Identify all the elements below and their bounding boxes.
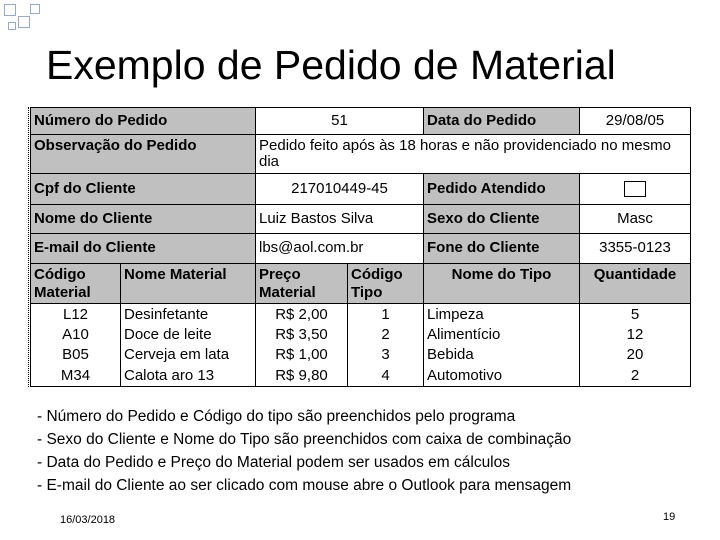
nome-tipo-select[interactable]: Bebida <box>424 345 580 365</box>
slide-decoration <box>0 0 720 36</box>
decor-square <box>18 16 30 28</box>
codigo-material-cell[interactable]: M34 <box>31 366 121 387</box>
nome-tipo-select[interactable]: Alimentício <box>424 325 580 345</box>
email-cliente-label: E-mail do Cliente <box>31 234 256 264</box>
preco-material-cell[interactable]: R$ 9,80 <box>256 366 348 387</box>
preco-material-cell[interactable]: R$ 1,00 <box>256 345 348 365</box>
pedido-atendido-checkbox[interactable] <box>624 181 646 197</box>
quantidade-cell[interactable]: 2 <box>580 366 691 387</box>
numero-pedido-label: Número do Pedido <box>31 108 256 135</box>
row-observacao <box>31 135 691 174</box>
cpf-field[interactable]: 217010449-45 <box>256 174 424 205</box>
note-item: - Sexo do Cliente e Nome do Tipo são preenchidos com caixa de combinação <box>37 431 572 448</box>
row-cpf-atendido <box>31 174 691 205</box>
codigo-tipo-cell[interactable]: 4 <box>348 366 424 387</box>
observacao-label: Observação do Pedido <box>31 135 256 174</box>
nome-cliente-label: Nome do Cliente <box>31 204 256 234</box>
order-form <box>30 107 690 387</box>
numero-pedido-field[interactable]: 51 <box>256 108 424 135</box>
table-row <box>31 345 691 365</box>
col-header-nome-tipo: Nome do Tipo <box>424 263 580 304</box>
nome-material-cell[interactable]: Doce de leite <box>121 325 256 345</box>
items-header-row <box>31 263 691 304</box>
preco-material-cell[interactable]: R$ 2,00 <box>256 304 348 325</box>
note-item: - E-mail do Cliente ao ser clicado com mouse abre o Outlook para mensagem <box>37 477 572 494</box>
codigo-material-cell[interactable]: L12 <box>31 304 121 325</box>
quantidade-cell[interactable]: 20 <box>580 345 691 365</box>
note-item: - Número do Pedido e Código do tipo são preenchidos pelo programa <box>37 408 516 425</box>
cpf-label: Cpf do Cliente <box>31 174 256 205</box>
sexo-cliente-select[interactable]: Masc <box>580 204 691 234</box>
table-row <box>31 325 691 345</box>
data-pedido-label: Data do Pedido <box>424 108 580 135</box>
fone-cliente-label: Fone do Cliente <box>424 234 580 264</box>
nome-tipo-select[interactable]: Limpeza <box>424 304 580 325</box>
slide-title: Exemplo de Pedido de Material <box>46 42 616 88</box>
codigo-material-cell[interactable]: A10 <box>31 325 121 345</box>
codigo-tipo-cell[interactable]: 2 <box>348 325 424 345</box>
nome-cliente-field[interactable]: Luiz Bastos Silva <box>256 204 424 234</box>
codigo-material-cell[interactable]: B05 <box>31 345 121 365</box>
col-header-codigo-material: Código Material <box>31 263 121 304</box>
note-item: - Data do Pedido e Preço do Material podem ser usados em cálculos <box>37 454 510 471</box>
sexo-cliente-label: Sexo do Cliente <box>424 204 580 234</box>
col-header-codigo-tipo: Código Tipo <box>348 263 424 304</box>
nome-tipo-select[interactable]: Automotivo <box>424 366 580 387</box>
table-row <box>31 366 691 387</box>
row-numero-data <box>31 108 691 135</box>
quantidade-cell[interactable]: 12 <box>580 325 691 345</box>
decor-square <box>30 4 40 14</box>
decor-square <box>8 22 16 30</box>
order-form-table <box>30 107 691 387</box>
col-header-preco-material: Preço Material <box>256 263 348 304</box>
table-row <box>31 304 691 325</box>
decor-square <box>4 4 16 16</box>
row-nome-sexo <box>31 204 691 234</box>
page-number: 19 <box>663 511 676 523</box>
data-pedido-field[interactable]: 29/08/05 <box>580 108 691 135</box>
nome-material-cell[interactable]: Calota aro 13 <box>121 366 256 387</box>
col-header-quantidade: Quantidade <box>580 263 691 304</box>
pedido-atendido-label: Pedido Atendido <box>424 174 580 205</box>
pedido-atendido-cell <box>580 174 691 205</box>
preco-material-cell[interactable]: R$ 3,50 <box>256 325 348 345</box>
codigo-tipo-cell[interactable]: 3 <box>348 345 424 365</box>
nome-material-cell[interactable]: Cerveja em lata <box>121 345 256 365</box>
col-header-nome-material: Nome Material <box>121 263 256 304</box>
fone-cliente-field[interactable]: 3355-0123 <box>580 234 691 264</box>
email-cliente-link[interactable]: lbs@aol.com.br <box>256 234 424 264</box>
notes-list <box>37 405 571 497</box>
quantidade-cell[interactable]: 5 <box>580 304 691 325</box>
nome-material-cell[interactable]: Desinfetante <box>121 304 256 325</box>
row-email-fone <box>31 234 691 264</box>
footer-date: 16/03/2018 <box>60 514 116 526</box>
observacao-field[interactable]: Pedido feito após às 18 horas e não providenciado no mesmo dia <box>256 135 691 174</box>
codigo-tipo-cell[interactable]: 1 <box>348 304 424 325</box>
